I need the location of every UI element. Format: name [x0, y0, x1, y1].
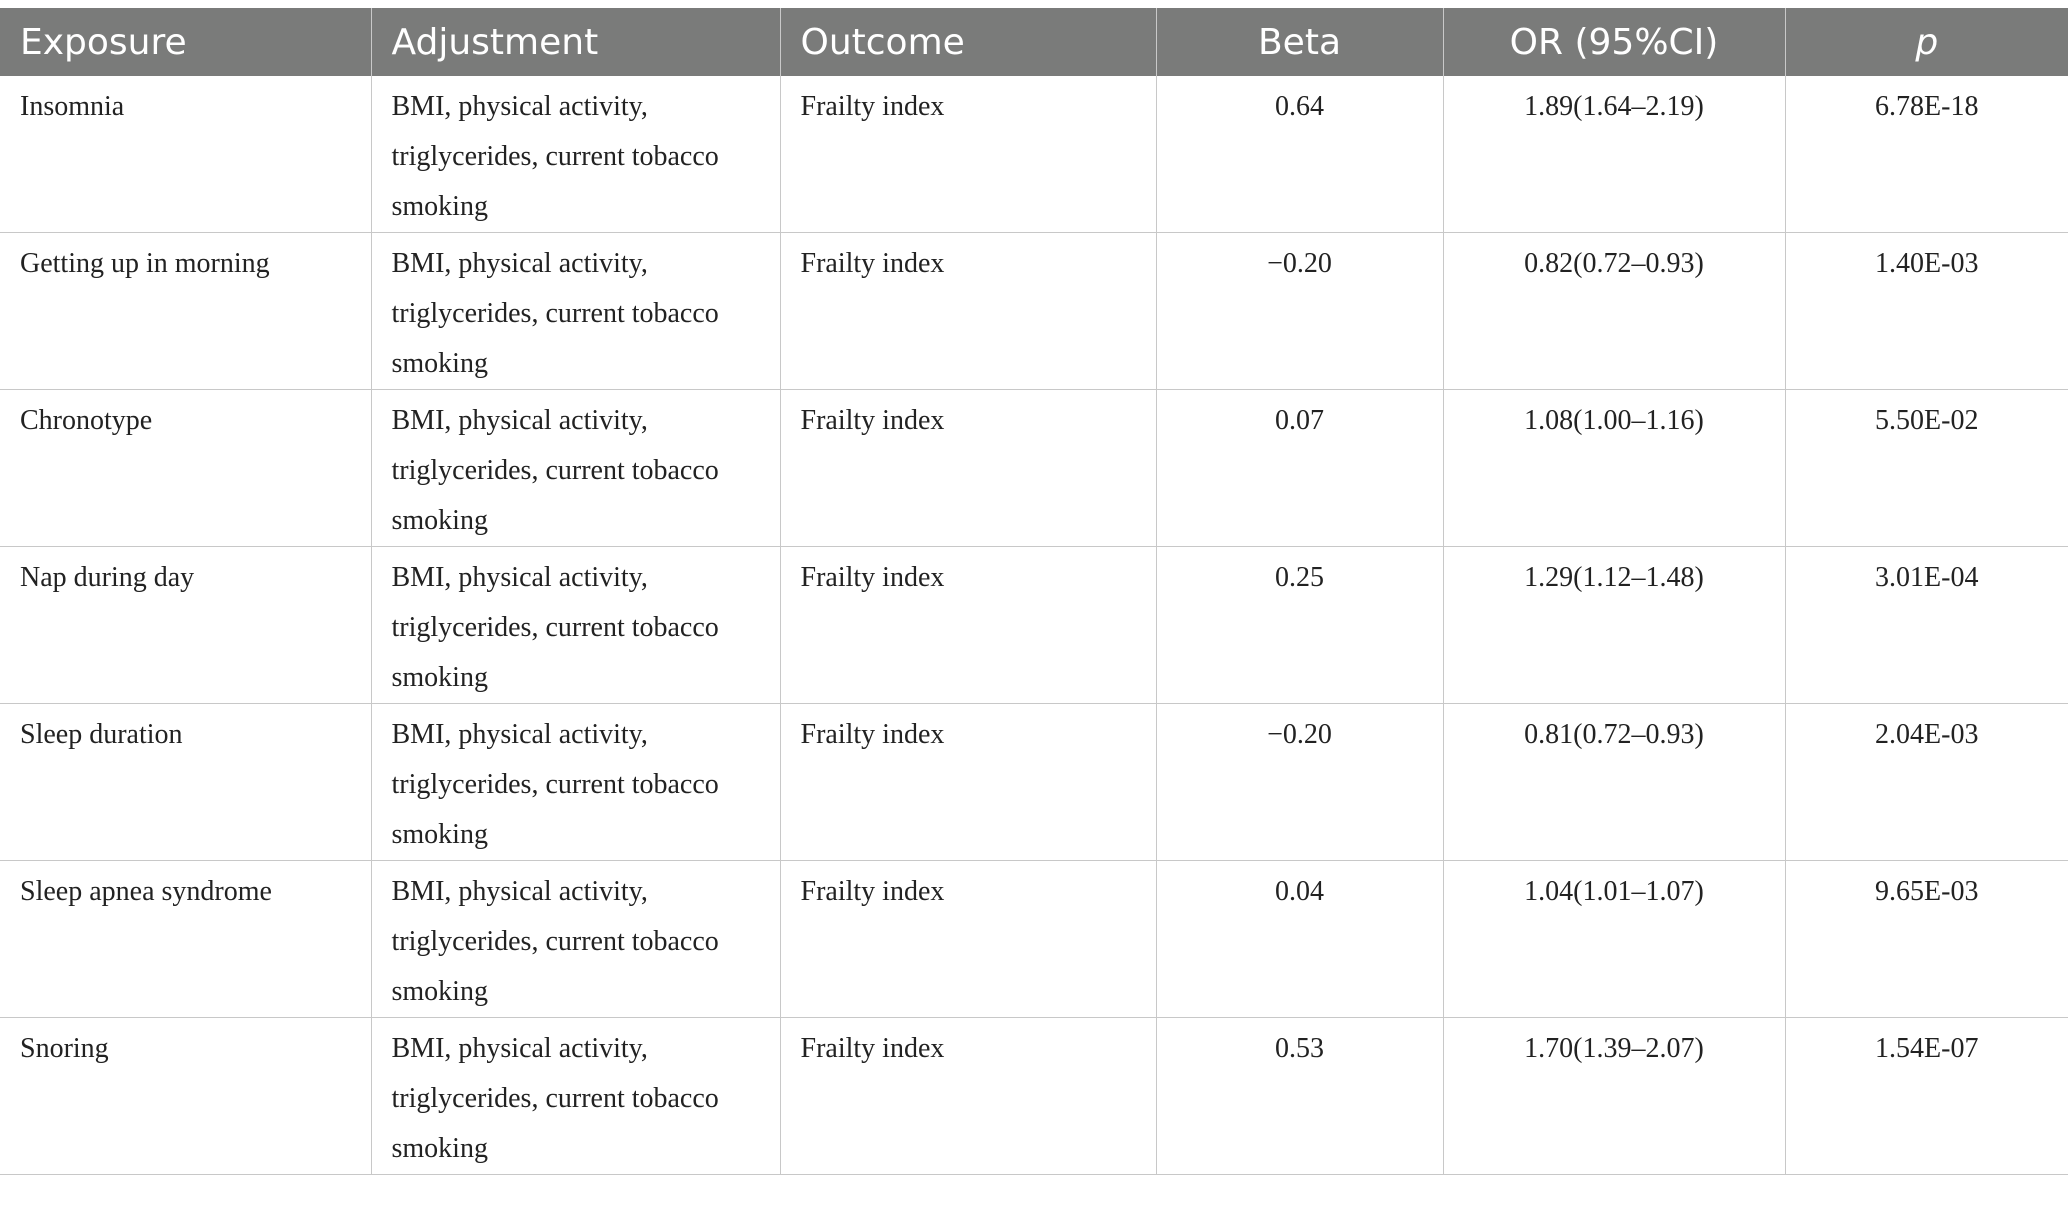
- cell-p: 5.50E-02: [1785, 390, 2068, 547]
- cell-outcome: Frailty index: [780, 704, 1156, 861]
- table-row: [0, 1018, 2068, 1175]
- results-table-container: [0, 8, 2068, 1175]
- header-row: [0, 8, 2068, 76]
- table-row: [0, 704, 2068, 861]
- header-outcome: Outcome: [780, 8, 1156, 76]
- cell-or: 0.82(0.72–0.93): [1443, 233, 1785, 390]
- cell-p: 1.54E-07: [1785, 1018, 2068, 1175]
- cell-outcome: Frailty index: [780, 1018, 1156, 1175]
- cell-or: 1.04(1.01–1.07): [1443, 861, 1785, 1018]
- cell-or: 1.89(1.64–2.19): [1443, 76, 1785, 233]
- cell-outcome: Frailty index: [780, 76, 1156, 233]
- cell-adjustment: BMI, physical activity, triglycerides, current tobacco smoking: [371, 704, 780, 861]
- cell-outcome: Frailty index: [780, 547, 1156, 704]
- cell-outcome: Frailty index: [780, 861, 1156, 1018]
- results-table: [0, 8, 2068, 1175]
- cell-or: 0.81(0.72–0.93): [1443, 704, 1785, 861]
- cell-p: 2.04E-03: [1785, 704, 2068, 861]
- table-row: [0, 390, 2068, 547]
- table-row: [0, 76, 2068, 233]
- header-exposure: Exposure: [0, 8, 371, 76]
- cell-beta: 0.25: [1156, 547, 1443, 704]
- cell-or: 1.70(1.39–2.07): [1443, 1018, 1785, 1175]
- cell-outcome: Frailty index: [780, 390, 1156, 547]
- cell-adjustment: BMI, physical activity, triglycerides, current tobacco smoking: [371, 861, 780, 1018]
- table-row: [0, 547, 2068, 704]
- table-body: [0, 76, 2068, 1175]
- table-header: [0, 8, 2068, 76]
- cell-exposure: Insomnia: [0, 76, 371, 233]
- cell-or: 1.29(1.12–1.48): [1443, 547, 1785, 704]
- cell-adjustment: BMI, physical activity, triglycerides, current tobacco smoking: [371, 547, 780, 704]
- cell-beta: 0.04: [1156, 861, 1443, 1018]
- cell-p: 6.78E-18: [1785, 76, 2068, 233]
- cell-beta: 0.64: [1156, 76, 1443, 233]
- cell-p: 1.40E-03: [1785, 233, 2068, 390]
- cell-p: 9.65E-03: [1785, 861, 2068, 1018]
- header-p: p: [1785, 8, 2068, 76]
- cell-beta: 0.07: [1156, 390, 1443, 547]
- cell-exposure: Nap during day: [0, 547, 371, 704]
- header-adjustment: Adjustment: [371, 8, 780, 76]
- table-row: [0, 233, 2068, 390]
- cell-exposure: Sleep apnea syndrome: [0, 861, 371, 1018]
- cell-beta: 0.53: [1156, 1018, 1443, 1175]
- cell-beta: −0.20: [1156, 704, 1443, 861]
- cell-adjustment: BMI, physical activity, triglycerides, current tobacco smoking: [371, 1018, 780, 1175]
- header-or: OR (95%CI): [1443, 8, 1785, 76]
- table-row: [0, 861, 2068, 1018]
- cell-adjustment: BMI, physical activity, triglycerides, current tobacco smoking: [371, 76, 780, 233]
- cell-outcome: Frailty index: [780, 233, 1156, 390]
- header-beta: Beta: [1156, 8, 1443, 76]
- cell-exposure: Snoring: [0, 1018, 371, 1175]
- cell-p: 3.01E-04: [1785, 547, 2068, 704]
- cell-exposure: Getting up in morning: [0, 233, 371, 390]
- cell-or: 1.08(1.00–1.16): [1443, 390, 1785, 547]
- cell-adjustment: BMI, physical activity, triglycerides, current tobacco smoking: [371, 390, 780, 547]
- cell-adjustment: BMI, physical activity, triglycerides, current tobacco smoking: [371, 233, 780, 390]
- cell-exposure: Sleep duration: [0, 704, 371, 861]
- cell-beta: −0.20: [1156, 233, 1443, 390]
- cell-exposure: Chronotype: [0, 390, 371, 547]
